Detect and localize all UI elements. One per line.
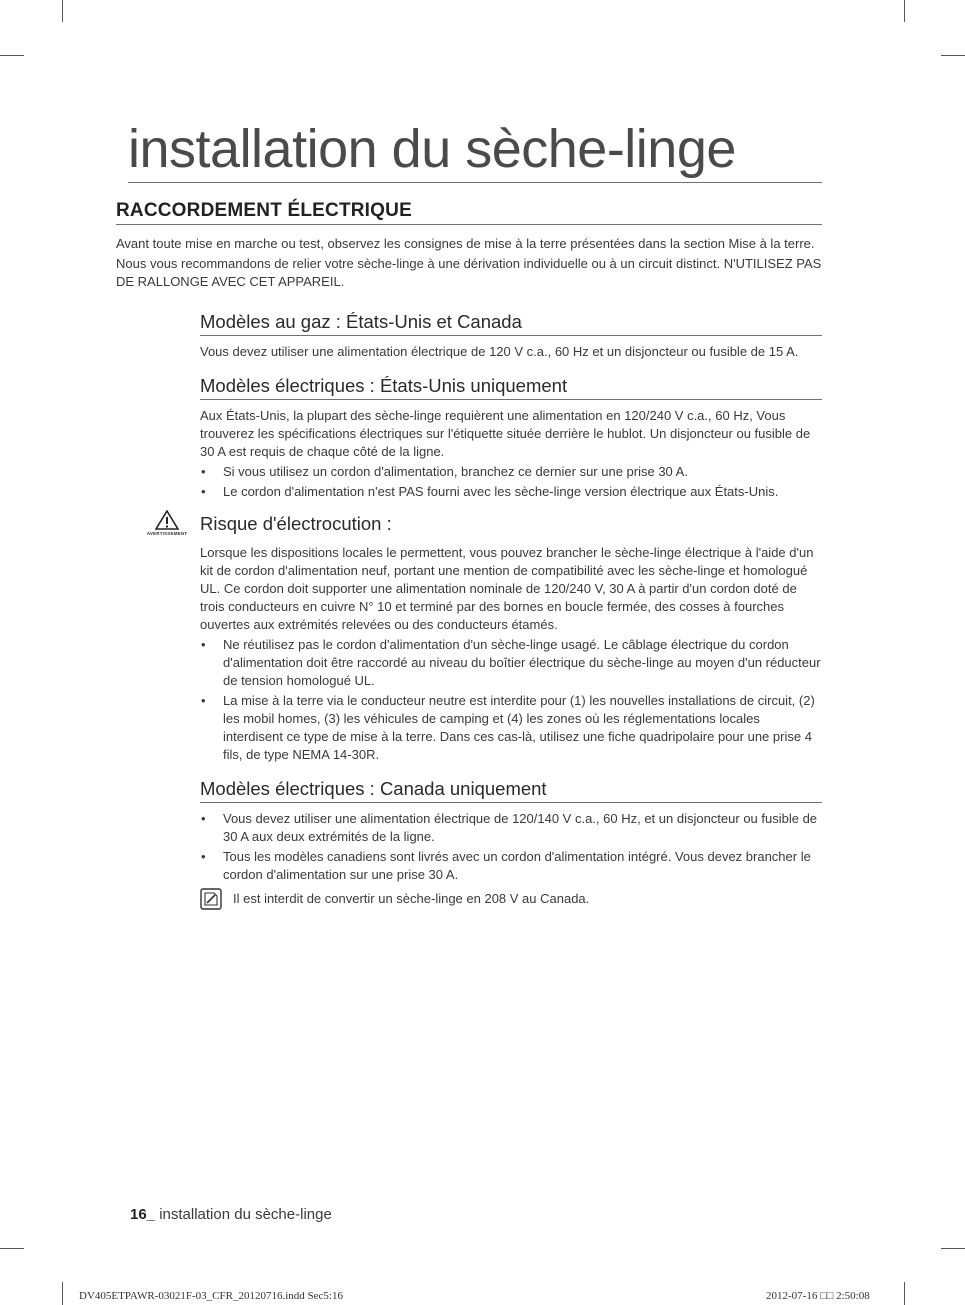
electric-us-text: Aux États-Unis, la plupart des sèche-linge requièrent une alimentation en 120/240 V c.a., 60 Hz, Vous trouverez les spécifications électriques sur l'étiquette située derrière le hublot. Un disjoncteur ou fusible de 30 A est requis de chaque côté de la ligne. — [200, 408, 811, 459]
list-item — [200, 636, 822, 690]
footer-label: installation du sèche-linge — [155, 1206, 332, 1223]
crop-mark — [62, 0, 63, 22]
warning-triangle-icon — [155, 510, 179, 530]
electric-us-section — [200, 375, 822, 501]
list-item — [200, 463, 822, 481]
bullet-icon: • — [201, 693, 206, 708]
list-item-text: Vous devez utiliser une alimentation électrique de 120/140 V c.a., 60 Hz, et un disjoncteur ou fusible de 30 A aux deux extrémités de la ligne. — [223, 811, 818, 844]
list-item — [200, 848, 822, 884]
gas-models-heading: Modèles au gaz : États-Unis et Canada — [200, 311, 822, 336]
list-item-text: Le cordon d'alimentation n'est PAS fourni avec les sèche-linge version électrique aux États-Unis. — [223, 484, 779, 499]
crop-mark — [0, 1248, 24, 1249]
shock-bullets — [200, 636, 822, 764]
electric-us-bullets — [200, 463, 822, 501]
list-item-text: Tous les modèles canadiens sont livrés avec un cordon d'alimentation intégré. Vous devez brancher le cordon d'alimentation sur une prise 30 A. — [223, 849, 811, 882]
list-item — [200, 483, 822, 501]
list-item — [200, 692, 822, 764]
crop-mark — [904, 0, 905, 22]
bullet-icon: • — [201, 464, 206, 479]
gas-models-section — [200, 311, 822, 361]
bullet-icon: • — [201, 849, 206, 864]
electric-ca-bullets — [200, 810, 822, 884]
warning-label: AVERTISSEMENT — [146, 531, 188, 536]
gas-models-text: Vous devez utiliser une alimentation électrique de 120 V c.a., 60 Hz et un disjoncteur ou fusible de 15 A. — [200, 344, 799, 359]
crop-mark — [941, 55, 965, 56]
electric-ca-heading: Modèles électriques : Canada uniquement — [200, 778, 822, 803]
crop-mark — [62, 1282, 63, 1305]
warning-icon — [142, 510, 192, 536]
page-title: installation du sèche-linge — [128, 118, 822, 183]
bullet-icon: • — [201, 484, 206, 499]
crop-mark — [904, 1282, 905, 1305]
print-date-info: 2012-07-16 □□ 2:50:08 — [766, 1290, 870, 1302]
crop-mark — [0, 55, 24, 56]
crop-mark — [941, 1248, 965, 1249]
bullet-icon: • — [201, 811, 206, 826]
main-content — [116, 200, 822, 908]
list-item — [200, 810, 822, 846]
shock-warning-section — [146, 513, 822, 764]
electric-us-heading: Modèles électriques : États-Unis uniquement — [200, 375, 822, 400]
list-item-text: Si vous utilisez un cordon d'alimentation, branchez ce dernier sur une prise 30 A. — [223, 464, 688, 479]
print-file-info: DV405ETPAWR-03021F-03_CFR_20120716.indd Sec5:16 — [79, 1290, 343, 1302]
page-number: 16_ — [130, 1206, 156, 1223]
note — [200, 890, 822, 908]
bullet-icon: • — [201, 637, 206, 652]
shock-heading: Risque d'électrocution : — [200, 513, 392, 534]
note-text: Il est interdit de convertir un sèche-linge en 208 V au Canada. — [233, 891, 590, 906]
list-item-text: La mise à la terre via le conducteur neutre est interdite pour (1) les nouvelles installations de circuit, (2) les mobil homes, (3) les véhicules de camping et (4) les zones où les réglementations locales interdisent ce type de mise à la terre. Dans ces cas-là, utilisez une fiche quadripolaire pour une prise 4 fils, de type NEMA 14-30R. — [223, 693, 815, 762]
page-footer — [130, 1206, 332, 1223]
note-icon — [200, 888, 222, 915]
list-item-text: Ne réutilisez pas le cordon d'alimentation d'un sèche-linge usagé. Le câblage électrique du cordon d'alimentation doit être raccordé au niveau du boîtier électrique du sèche-linge au moyen d'un réducteur de tension homologué UL. — [223, 637, 821, 688]
section-heading: RACCORDEMENT ÉLECTRIQUE — [116, 200, 822, 225]
intro-paragraph: Avant toute mise en marche ou test, observez les consignes de mise à la terre présentées dans la section Mise à la terre. — [116, 236, 815, 251]
shock-text: Lorsque les dispositions locales le permettent, vous pouvez brancher le sèche-linge électrique à l'aide d'un kit de cordon d'alimentation neuf, portant une mention de compatibilité avec les sèche-linge et homologué UL. Ce cordon doit supporter une alimentation nominale de 120/240 V, 30 A à partir d'un cordon doté de trois conducteurs en cuivre N° 10 et terminé par des bornes en boucle fermée, des cosses à fourches ouvertes aux extrémités relevées ou des conducteurs étamés. — [200, 545, 814, 632]
electric-ca-section — [200, 778, 822, 908]
intro-paragraph: Nous vous recommandons de relier votre sèche-linge à une dérivation individuelle ou à un circuit distinct. N'UTILISEZ PAS DE RALLONGE AVEC CET APPAREIL. — [116, 256, 822, 289]
